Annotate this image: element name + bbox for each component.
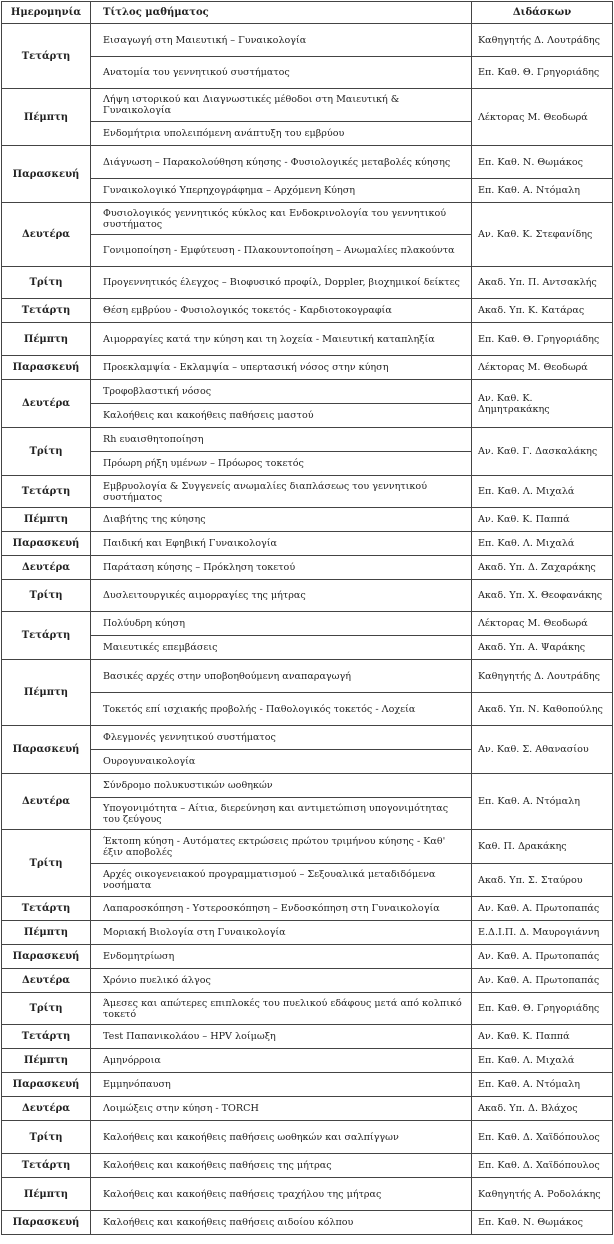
instructor-cell: Καθηγητής Α. Ροδολάκης bbox=[472, 1178, 613, 1211]
day-cell: Παρασκευή bbox=[2, 1073, 91, 1097]
instructor-cell: Ακαδ. Υπ. Κ. Κατάρας bbox=[472, 299, 613, 323]
course-title-cell: Παιδική και Εφηβική Γυναικολογία bbox=[91, 532, 472, 556]
table-row bbox=[2, 146, 613, 179]
instructor-cell: Επ. Καθ. Λ. Μιχαλά bbox=[472, 1049, 613, 1073]
course-title-cell: Αμηνόρροια bbox=[91, 1049, 472, 1073]
day-cell: Τετάρτη bbox=[2, 1025, 91, 1049]
course-title-cell: Εμμηνόπαυση bbox=[91, 1073, 472, 1097]
course-title-cell: Δυσλειτουργικές αιμορραγίες της μήτρας bbox=[91, 580, 472, 612]
day-cell: Τετάρτη bbox=[2, 897, 91, 921]
instructor-cell: Ε.Δ.Ι.Π. Δ. Μαυρογιάννη bbox=[472, 921, 613, 945]
day-cell: Παρασκευή bbox=[2, 945, 91, 969]
course-title-cell: Φλεγμονές γεννητικού συστήματος bbox=[91, 726, 472, 750]
course-title-cell: Γυναικολογικό Υπερηχογράφημα – Αρχόμενη Κύηση bbox=[91, 179, 472, 203]
course-title-cell: Λαπαροσκόπηση - Υστεροσκόπηση – Ενδοσκόπηση στη Γυναικολογία bbox=[91, 897, 472, 921]
day-cell: Τετάρτη bbox=[2, 24, 91, 89]
course-schedule-table bbox=[1, 1, 613, 1235]
instructor-cell: Επ. Καθ. Δ. Χαϊδόπουλος bbox=[472, 1121, 613, 1154]
instructor-cell: Καθ. Π. Δρακάκης bbox=[472, 830, 613, 864]
table-row bbox=[2, 921, 613, 945]
table-row bbox=[2, 476, 613, 508]
day-cell: Πέμπτη bbox=[2, 89, 91, 146]
table-row bbox=[2, 897, 613, 921]
table-row bbox=[2, 203, 613, 235]
course-title-cell: Έκτοπη κύηση - Αυτόματες εκτρώσεις πρώτου τριμήνου κύησης - Καθ' έξιν αποβολές bbox=[91, 830, 472, 864]
day-cell: Πέμπτη bbox=[2, 1049, 91, 1073]
table-row bbox=[2, 864, 613, 897]
instructor-cell: Ακαδ. Υπ. Π. Αντσακλής bbox=[472, 267, 613, 299]
day-cell: Τετάρτη bbox=[2, 476, 91, 508]
course-title-cell: Test Παπανικολάου – HPV λοίμωξη bbox=[91, 1025, 472, 1049]
instructor-cell: Ακαδ. Υπ. Ν. Καθοπούλης bbox=[472, 693, 613, 726]
course-title-cell: Πολύυδρη κύηση bbox=[91, 612, 472, 636]
course-title-cell: Γονιμοποίηση - Εμφύτευση - Πλακουντοποίηση – Ανωμαλίες πλακούντα bbox=[91, 235, 472, 267]
instructor-cell: Λέκτορας Μ. Θεοδωρά bbox=[472, 356, 613, 380]
day-cell: Πέμπτη bbox=[2, 323, 91, 356]
course-title-cell: Σύνδρομο πολυκυστικών ωοθηκών bbox=[91, 774, 472, 798]
instructor-cell: Ακαδ. Υπ. Δ. Ζαχαράκης bbox=[472, 556, 613, 580]
instructor-cell: Ακαδ. Υπ. Χ. Θεοφανάκης bbox=[472, 580, 613, 612]
day-cell: Τρίτη bbox=[2, 428, 91, 476]
header-course-title: Τίτλος μαθήματος bbox=[91, 2, 472, 24]
table-row bbox=[2, 1097, 613, 1121]
day-cell: Τετάρτη bbox=[2, 612, 91, 660]
course-title-cell: Καλοήθεις και κακοήθεις παθήσεις της μήτρας bbox=[91, 1154, 472, 1178]
table-row bbox=[2, 380, 613, 404]
day-cell: Δευτέρα bbox=[2, 380, 91, 428]
day-cell: Πέμπτη bbox=[2, 508, 91, 532]
instructor-cell: Αν. Καθ. Α. Πρωτοπαπάς bbox=[472, 969, 613, 993]
table-row bbox=[2, 993, 613, 1025]
day-cell: Πέμπτη bbox=[2, 921, 91, 945]
table-row bbox=[2, 508, 613, 532]
table-row bbox=[2, 556, 613, 580]
table-row bbox=[2, 1073, 613, 1097]
instructor-cell: Λέκτορας Μ. Θεοδωρά bbox=[472, 612, 613, 636]
schedule-body bbox=[2, 24, 613, 1235]
table-row bbox=[2, 532, 613, 556]
course-title-cell: Καλοήθεις και κακοήθεις παθήσεις ωοθηκών και σαλπίγγων bbox=[91, 1121, 472, 1154]
instructor-cell: Αν. Καθ. Κ. Δημητρακάκης bbox=[472, 380, 613, 428]
course-title-cell: Καλοήθεις και κακοήθεις παθήσεις αιδοίου κόλπου bbox=[91, 1211, 472, 1235]
day-cell: Παρασκευή bbox=[2, 1211, 91, 1235]
day-cell: Τρίτη bbox=[2, 267, 91, 299]
table-row bbox=[2, 1178, 613, 1211]
course-title-cell: Τροφοβλαστική νόσος bbox=[91, 380, 472, 404]
instructor-cell: Καθηγητής Δ. Λουτράδης bbox=[472, 660, 613, 693]
instructor-cell: Επ. Καθ. Ν. Θωμάκος bbox=[472, 146, 613, 179]
day-cell: Τρίτη bbox=[2, 830, 91, 897]
course-title-cell: Μοριακή Βιολογία στη Γυναικολογία bbox=[91, 921, 472, 945]
instructor-cell: Επ. Καθ. Λ. Μιχαλά bbox=[472, 476, 613, 508]
day-cell: Παρασκευή bbox=[2, 146, 91, 203]
day-cell: Δευτέρα bbox=[2, 774, 91, 830]
instructor-cell: Επ. Καθ. Θ. Γρηγοριάδης bbox=[472, 993, 613, 1025]
day-cell: Παρασκευή bbox=[2, 726, 91, 774]
instructor-cell: Επ. Καθ. Δ. Χαϊδόπουλος bbox=[472, 1154, 613, 1178]
course-title-cell: Άμεσες και απώτερες επιπλοκές του πυελικού εδάφους μετά από κολπικό τοκετό bbox=[91, 993, 472, 1025]
table-row bbox=[2, 356, 613, 380]
course-title-cell: Μαιευτικές επεμβάσεις bbox=[91, 636, 472, 660]
instructor-cell: Αν. Καθ. Κ. Παππά bbox=[472, 1025, 613, 1049]
course-title-cell: Προγεννητικός έλεγχος – Βιοφυσικό προφίλ, Doppler, βιοχημικοί δείκτες bbox=[91, 267, 472, 299]
table-row bbox=[2, 1049, 613, 1073]
instructor-cell: Αν. Καθ. Κ. Στεφανίδης bbox=[472, 203, 613, 267]
table-row bbox=[2, 24, 613, 57]
instructor-cell: Αν. Καθ. Σ. Αθανασίου bbox=[472, 726, 613, 774]
table-row bbox=[2, 1211, 613, 1235]
instructor-cell: Αν. Καθ. Κ. Παππά bbox=[472, 508, 613, 532]
day-cell: Παρασκευή bbox=[2, 532, 91, 556]
instructor-cell: Επ. Καθ. Θ. Γρηγοριάδης bbox=[472, 323, 613, 356]
instructor-cell: Καθηγητής Δ. Λουτράδης bbox=[472, 24, 613, 57]
course-title-cell: Φυσιολογικός γεννητικός κύκλος και Ενδοκρινολογία του γεννητικού συστήματος bbox=[91, 203, 472, 235]
table-row bbox=[2, 660, 613, 693]
table-row bbox=[2, 1154, 613, 1178]
course-title-cell: Θέση εμβρύου - Φυσιολογικός τοκετός - Καρδιοτοκογραφία bbox=[91, 299, 472, 323]
day-cell: Τρίτη bbox=[2, 1121, 91, 1154]
course-title-cell: Λοιμώξεις στην κύηση - TORCH bbox=[91, 1097, 472, 1121]
course-title-cell: Καλοήθεις και κακοήθεις παθήσεις τραχήλου της μήτρας bbox=[91, 1178, 472, 1211]
table-row bbox=[2, 1025, 613, 1049]
day-cell: Πέμπτη bbox=[2, 660, 91, 726]
table-row bbox=[2, 1121, 613, 1154]
course-title-cell: Παράταση κύησης – Πρόκληση τοκετού bbox=[91, 556, 472, 580]
table-row bbox=[2, 580, 613, 612]
day-cell: Πέμπτη bbox=[2, 1178, 91, 1211]
course-title-cell: Προεκλαμψία - Εκλαμψία – υπερτασική νόσος στην κύηση bbox=[91, 356, 472, 380]
course-title-cell: Χρόνιο πυελικό άλγος bbox=[91, 969, 472, 993]
table-row bbox=[2, 323, 613, 356]
table-row bbox=[2, 612, 613, 636]
instructor-cell: Επ. Καθ. Α. Ντόμαλη bbox=[472, 179, 613, 203]
instructor-cell: Ακαδ. Υπ. Σ. Σταύρου bbox=[472, 864, 613, 897]
course-title-cell: Ουρογυναικολογία bbox=[91, 750, 472, 774]
day-cell: Παρασκευή bbox=[2, 356, 91, 380]
course-title-cell: Εμβρυολογία & Συγγενείς ανωμαλίες διαπλάσεως του γεννητικού συστήματος bbox=[91, 476, 472, 508]
instructor-cell: Επ. Καθ. Ν. Θωμάκος bbox=[472, 1211, 613, 1235]
course-title-cell: Καλοήθεις και κακοήθεις παθήσεις μαστού bbox=[91, 404, 472, 428]
table-row bbox=[2, 636, 613, 660]
course-title-cell: Διαβήτης της κύησης bbox=[91, 508, 472, 532]
course-title-cell: Βασικές αρχές στην υποβοηθούμενη αναπαραγωγή bbox=[91, 660, 472, 693]
table-row bbox=[2, 693, 613, 726]
course-title-cell: Αιμορραγίες κατά την κύηση και τη λοχεία - Μαιευτική καταπληξία bbox=[91, 323, 472, 356]
instructor-cell: Επ. Καθ. Α. Ντόμαλη bbox=[472, 774, 613, 830]
table-row bbox=[2, 428, 613, 452]
instructor-cell: Ακαδ. Υπ. Δ. Βλάχος bbox=[472, 1097, 613, 1121]
table-row bbox=[2, 830, 613, 864]
instructor-cell: Επ. Καθ. Θ. Γρηγοριάδης bbox=[472, 57, 613, 89]
header-row bbox=[2, 2, 613, 24]
instructor-cell: Λέκτορας Μ. Θεοδωρά bbox=[472, 89, 613, 146]
course-title-cell: Αρχές οικογενειακού προγραμματισμού – Σεξουαλικά μεταδιδόμενα νοσήματα bbox=[91, 864, 472, 897]
course-title-cell: Λήψη ιστορικού και Διαγνωστικές μέθοδοι στη Μαιευτική & Γυναικολογία bbox=[91, 89, 472, 122]
day-cell: Δευτέρα bbox=[2, 1097, 91, 1121]
instructor-cell: Αν. Καθ. Α. Πρωτοπαπάς bbox=[472, 897, 613, 921]
table-row bbox=[2, 726, 613, 750]
day-cell: Τρίτη bbox=[2, 580, 91, 612]
day-cell: Δευτέρα bbox=[2, 203, 91, 267]
course-title-cell: Πρόωρη ρήξη υμένων – Πρόωρος τοκετός bbox=[91, 452, 472, 476]
table-row bbox=[2, 179, 613, 203]
instructor-cell: Αν. Καθ. Γ. Δασκαλάκης bbox=[472, 428, 613, 476]
day-cell: Τετάρτη bbox=[2, 299, 91, 323]
day-cell: Δευτέρα bbox=[2, 556, 91, 580]
table-row bbox=[2, 945, 613, 969]
course-title-cell: Εισαγωγή στη Μαιευτική – Γυναικολογία bbox=[91, 24, 472, 57]
table-row bbox=[2, 267, 613, 299]
table-row bbox=[2, 57, 613, 89]
table-row bbox=[2, 299, 613, 323]
course-title-cell: Ανατομία του γεννητικού συστήματος bbox=[91, 57, 472, 89]
day-cell: Τετάρτη bbox=[2, 1154, 91, 1178]
course-title-cell: Τοκετός επί ισχιακής προβολής - Παθολογικός τοκετός - Λοχεία bbox=[91, 693, 472, 726]
course-title-cell: Ενδομήτρια υπολειπόμενη ανάπτυξη του εμβρύου bbox=[91, 122, 472, 146]
table-row bbox=[2, 774, 613, 798]
course-title-cell: Ενδομητρίωση bbox=[91, 945, 472, 969]
day-cell: Τρίτη bbox=[2, 993, 91, 1025]
instructor-cell: Ακαδ. Υπ. Α. Ψαράκης bbox=[472, 636, 613, 660]
instructor-cell: Επ. Καθ. Α. Ντόμαλη bbox=[472, 1073, 613, 1097]
header-date: Ημερομηνία bbox=[2, 2, 91, 24]
day-cell: Δευτέρα bbox=[2, 969, 91, 993]
course-title-cell: Υπογονιμότητα – Αίτια, διερεύνηση και αντιμετώπιση υπογονιμότητας του ζεύγους bbox=[91, 798, 472, 830]
instructor-cell: Επ. Καθ. Λ. Μιχαλά bbox=[472, 532, 613, 556]
course-title-cell: Διάγνωση – Παρακολούθηση κύησης - Φυσιολογικές μεταβολές κύησης bbox=[91, 146, 472, 179]
table-row bbox=[2, 89, 613, 122]
course-title-cell: Rh ευαισθητοποίηση bbox=[91, 428, 472, 452]
header-instructor: Διδάσκων bbox=[472, 2, 613, 24]
instructor-cell: Αν. Καθ. Α. Πρωτοπαπάς bbox=[472, 945, 613, 969]
table-row bbox=[2, 969, 613, 993]
